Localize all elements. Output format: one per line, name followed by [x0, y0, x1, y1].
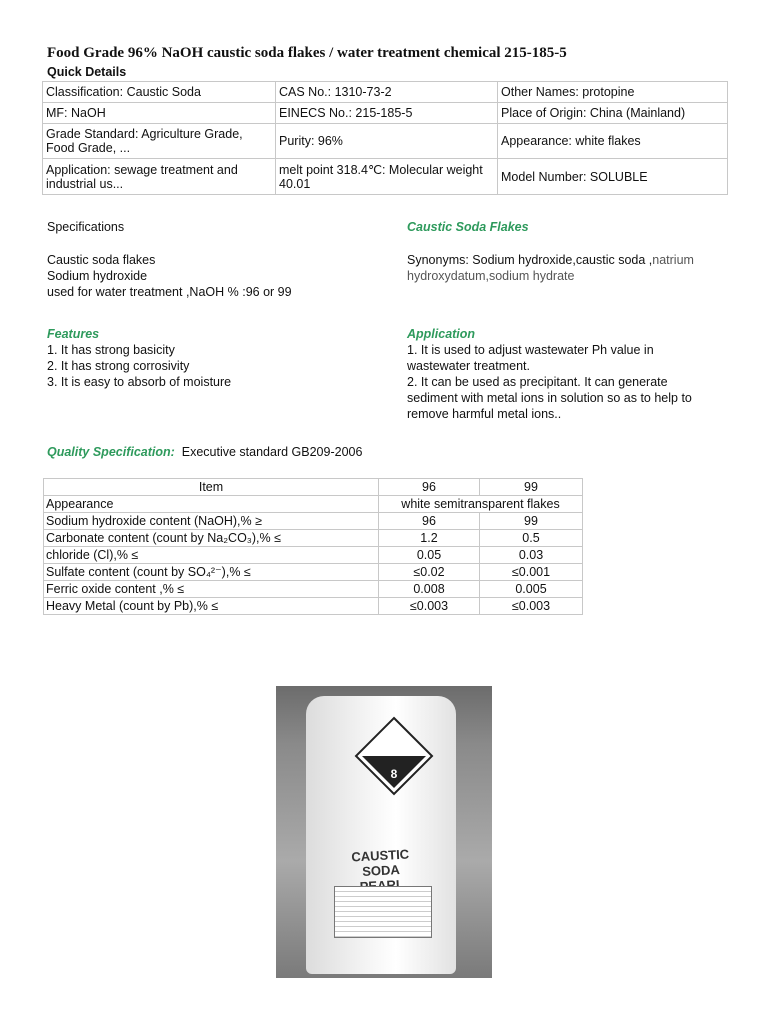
- application-text: [407, 342, 692, 422]
- spec-item: Ferric oxide content ,% ≤: [44, 581, 379, 598]
- product-photo: [276, 686, 492, 978]
- spec-item: Sulfate content (count by SO₄²⁻),% ≤: [44, 564, 379, 581]
- list-item: 3. It is easy to absorb of moisture: [47, 375, 232, 389]
- spec-value: ≤0.001: [480, 564, 583, 581]
- features-heading: Features: [47, 327, 100, 341]
- spec-value: 0.05: [379, 547, 480, 564]
- column-header: Item: [44, 479, 379, 496]
- list-item: 1. It has strong basicity: [47, 343, 175, 357]
- spec-item: chloride (Cl),% ≤: [44, 547, 379, 564]
- table-row: [44, 564, 583, 581]
- application-line: remove harmful metal ions..: [407, 407, 562, 421]
- specifications-heading: Specifications: [47, 220, 125, 234]
- table-row: [44, 581, 583, 598]
- page-title: Food Grade 96% NaOH caustic soda flakes / water treatment chemical 215-185-5: [47, 45, 567, 61]
- spec-value: ≤0.003: [480, 598, 583, 615]
- details-cell: Other Names: protopine: [498, 82, 728, 103]
- spec-line: Caustic soda flakes: [47, 253, 156, 267]
- hazard-number: 8: [390, 767, 398, 781]
- spec-value: 1.2: [379, 530, 480, 547]
- table-row: [43, 159, 728, 195]
- details-cell: Purity: 96%: [276, 124, 498, 159]
- spec-value: 0.03: [480, 547, 583, 564]
- quick-details-heading: Quick Details: [47, 65, 127, 79]
- spec-item: Sodium hydroxide content (NaOH),% ≥: [44, 513, 379, 530]
- details-cell: Grade Standard: Agriculture Grade, Food Grade, ...: [43, 124, 276, 159]
- table-row: [44, 547, 583, 564]
- details-cell: melt point 318.4℃: Molecular weight 40.01: [276, 159, 498, 195]
- application-line: 2. It can be used as precipitant. It can generate: [407, 375, 668, 389]
- bag-label-line: CAUSTIC SODA: [350, 846, 410, 879]
- application-line: wastewater treatment.: [407, 359, 530, 373]
- spec-item: Appearance: [44, 496, 379, 513]
- spec-value: white semitransparent flakes: [379, 496, 583, 513]
- spec-value: ≤0.02: [379, 564, 480, 581]
- details-cell: Place of Origin: China (Mainland): [498, 103, 728, 124]
- list-item: 2. It has strong corrosivity: [47, 359, 190, 373]
- table-row: [44, 496, 583, 513]
- table-row: [43, 82, 728, 103]
- table-header-row: [44, 479, 583, 496]
- details-cell: MF: NaOH: [43, 103, 276, 124]
- spec-value: 96: [379, 513, 480, 530]
- column-header: 99: [480, 479, 583, 496]
- spec-value: 0.008: [379, 581, 480, 598]
- synonyms-rest: natrium: [652, 253, 694, 267]
- caustic-soda-flakes-heading: [407, 219, 529, 235]
- bag-notice-box: [334, 886, 432, 938]
- caustic-soda-flakes-label: Caustic Soda Flakes: [407, 220, 529, 234]
- table-row: [44, 530, 583, 547]
- application-line: sediment with metal ions in solution so as to help to: [407, 391, 692, 405]
- details-cell: Classification: Caustic Soda: [43, 82, 276, 103]
- details-cell: Model Number: SOLUBLE: [498, 159, 728, 195]
- quality-spec-heading: Quality Specification:: [47, 445, 175, 459]
- application-line: 1. It is used to adjust wastewater Ph value in: [407, 343, 654, 357]
- column-header: 96: [379, 479, 480, 496]
- synonyms-prefix: Synonyms: Sodium hydroxide,caustic soda ,: [407, 253, 653, 267]
- quality-spec-line: [47, 444, 362, 460]
- spec-line: used for water treatment ,NaOH % :96 or 99: [47, 285, 292, 299]
- synonyms-text: [407, 252, 694, 284]
- spec-item: Carbonate content (count by Na₂CO₃),% ≤: [44, 530, 379, 547]
- hazard-diamond-icon: [354, 716, 434, 796]
- spec-table: [43, 478, 583, 615]
- features-list: [47, 342, 231, 390]
- spec-line: Sodium hydroxide: [47, 269, 148, 283]
- table-row: [44, 598, 583, 615]
- specifications-list: [47, 252, 292, 300]
- synonyms-rest-line: hydroxydatum,sodium hydrate: [407, 269, 575, 283]
- details-cell: CAS No.: 1310-73-2: [276, 82, 498, 103]
- spec-value: 0.005: [480, 581, 583, 598]
- application-heading: Application: [407, 327, 476, 341]
- quality-standard: Executive standard GB209-2006: [181, 445, 363, 459]
- details-cell: Appearance: white flakes: [498, 124, 728, 159]
- spec-item: Heavy Metal (count by Pb),% ≤: [44, 598, 379, 615]
- table-row: [44, 513, 583, 530]
- quick-details-table: [42, 81, 728, 195]
- spec-value: ≤0.003: [379, 598, 480, 615]
- spec-value: 99: [480, 513, 583, 530]
- details-cell: Application: sewage treatment and industrial us...: [43, 159, 276, 195]
- table-row: [43, 103, 728, 124]
- table-row: [43, 124, 728, 159]
- details-cell: EINECS No.: 215-185-5: [276, 103, 498, 124]
- spec-value: 0.5: [480, 530, 583, 547]
